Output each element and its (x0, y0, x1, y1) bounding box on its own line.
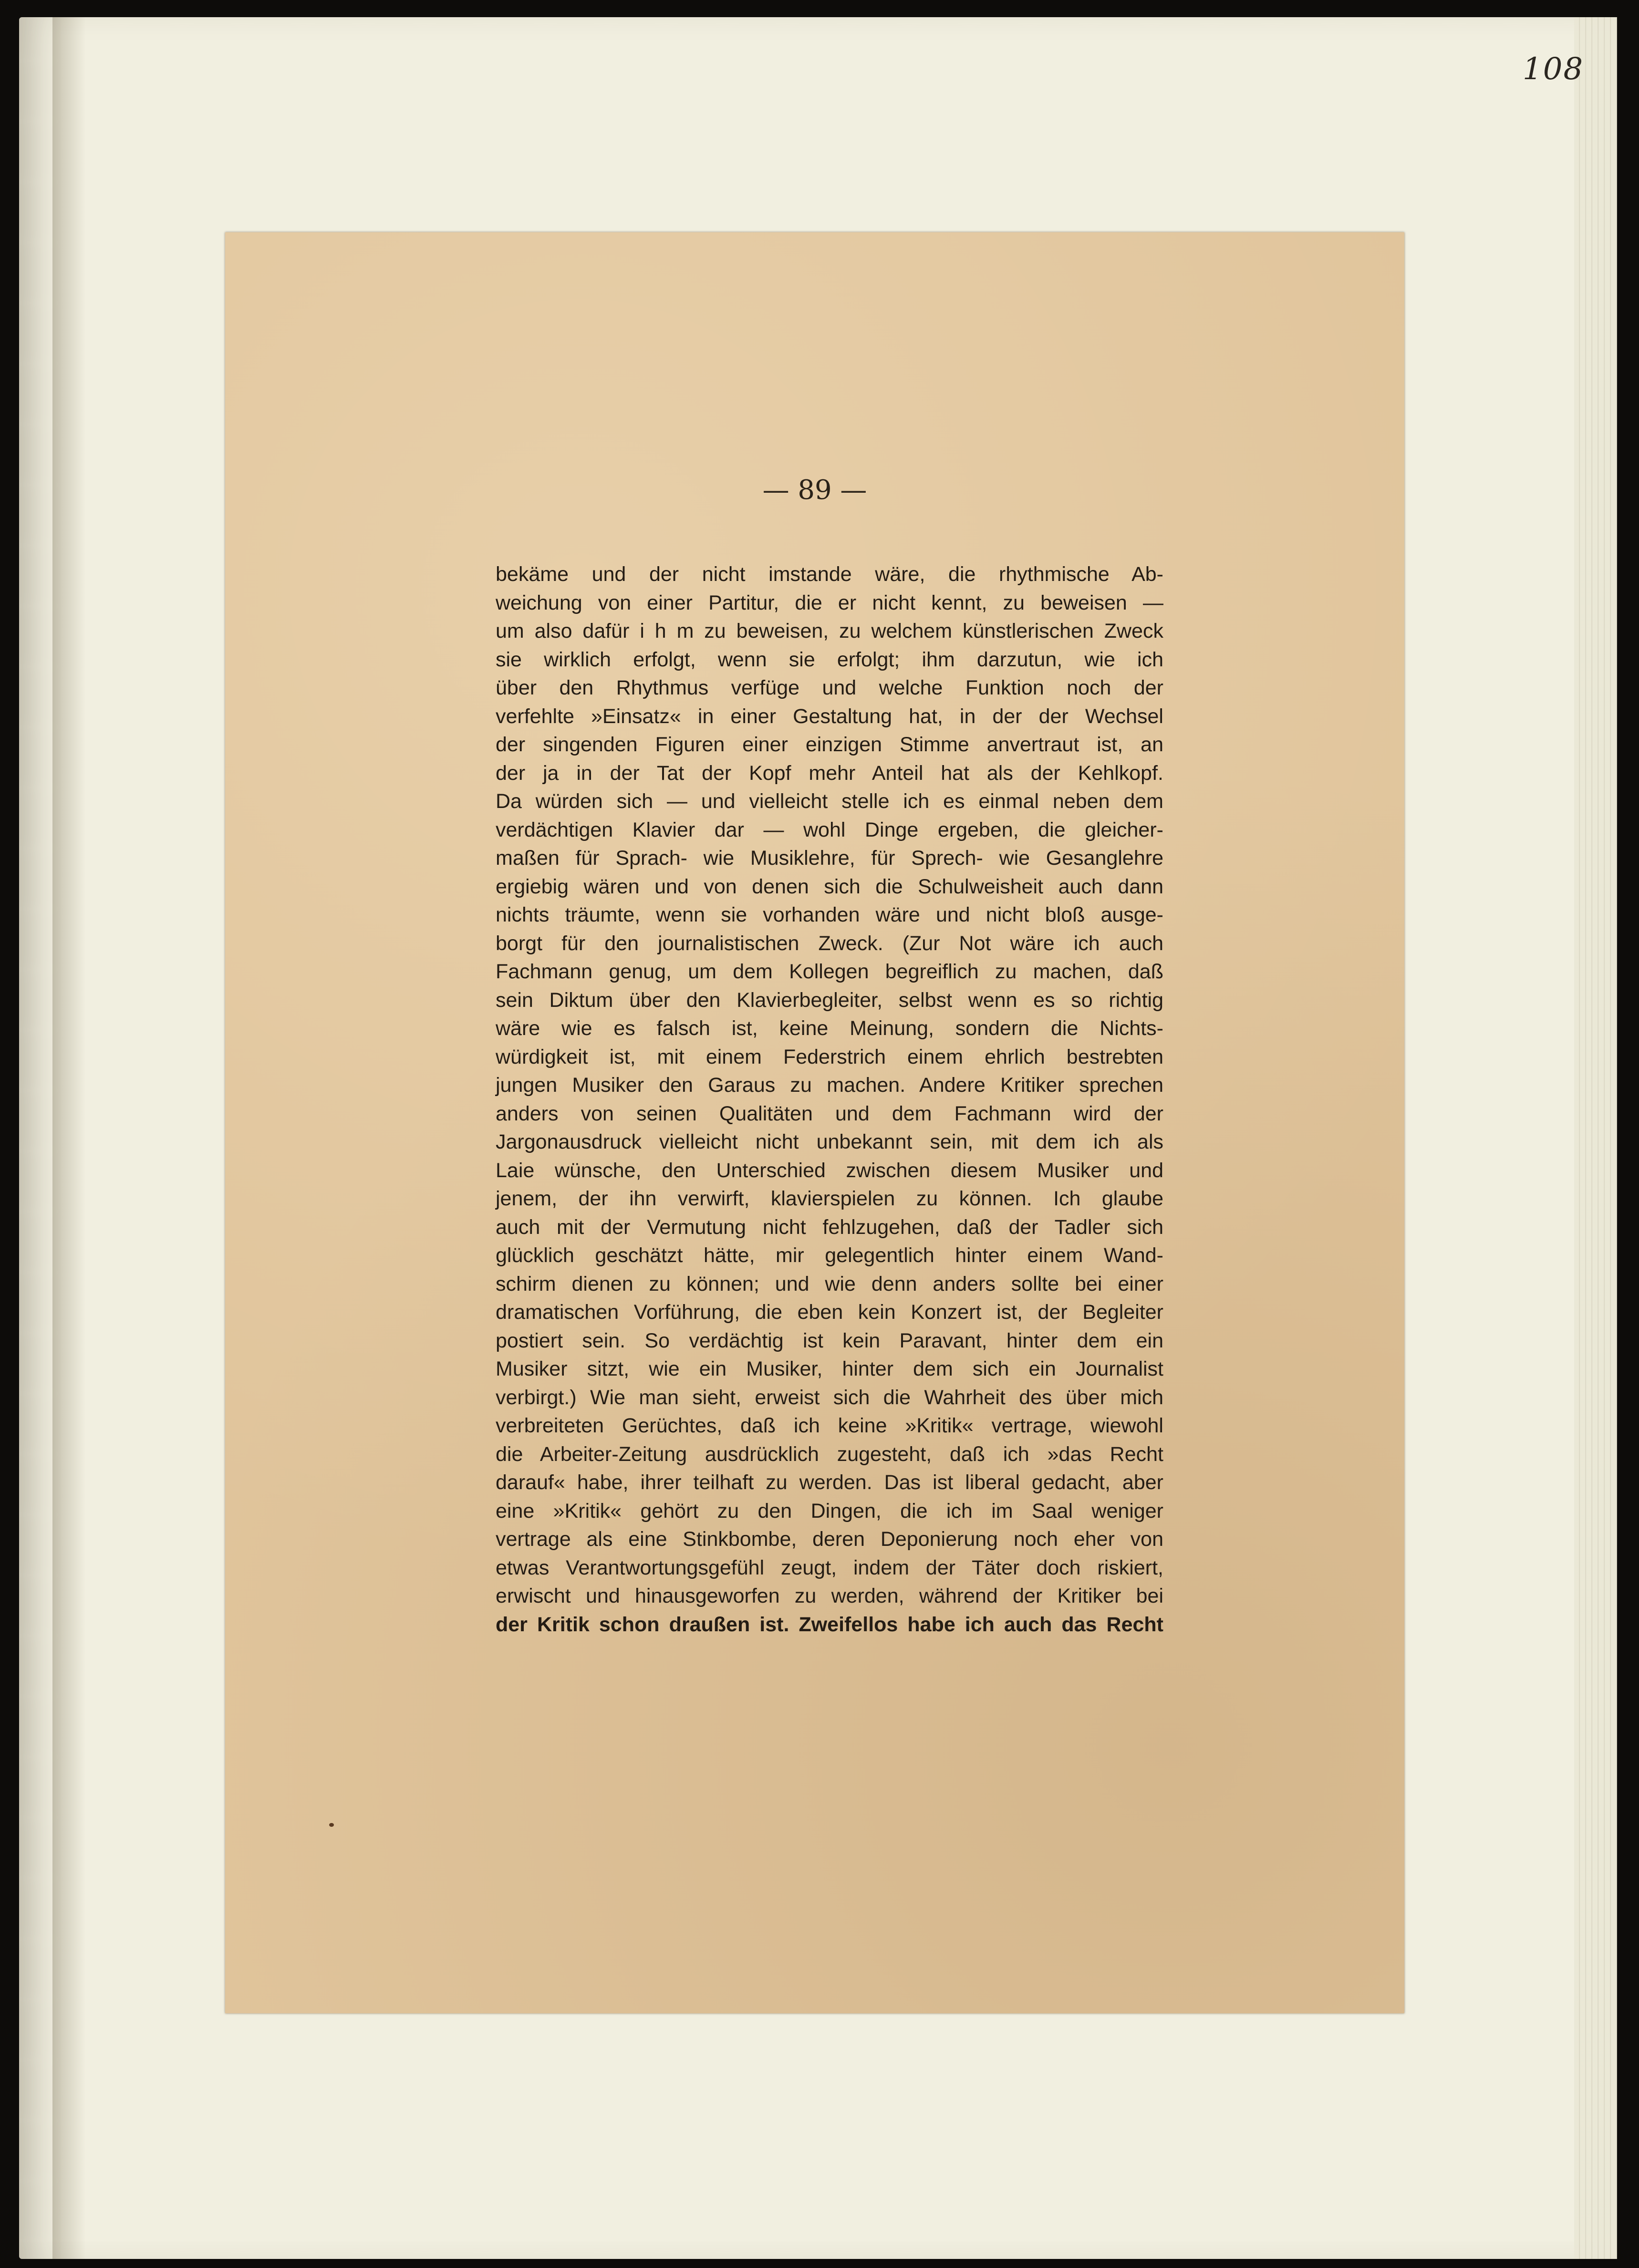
text-line: eine »Kritik« gehört zu den Dingen, die ich im Saal weniger (496, 1499, 1163, 1522)
text-line: ergiebig wären und von denen sich die Schulweisheit auch dann (496, 875, 1163, 898)
text-line: verbirgt.) Wie man sieht, erweist sich die Wahrheit des über mich (496, 1386, 1163, 1409)
text-line: maßen für Sprach- wie Musiklehre, für Sprech- wie Gesanglehre (496, 847, 1163, 870)
text-line: postiert sein. So verdächtig ist kein Paravant, hinter dem ein (496, 1329, 1163, 1352)
text-line: auch mit der Vermutung nicht fehlzugehen, daß der Tadler sich (496, 1215, 1163, 1239)
text-line: jenem, der ihn verwirft, klavierspielen zu können. Ich glaube (496, 1187, 1163, 1210)
text-line: dramatischen Vorführung, die eben kein Konzert ist, der Begleiter (496, 1301, 1163, 1324)
mounted-page (225, 232, 1404, 2013)
text-line: Da würden sich — und vielleicht stelle ich es einmal neben dem (496, 790, 1163, 813)
text-line: verdächtigen Klavier dar — wohl Dinge ergeben, die gleicher- (496, 818, 1163, 841)
text-line: die Arbeiter-Zeitung ausdrücklich zugesteht, daß ich »das Recht (496, 1442, 1163, 1466)
text-line: über den Rhythmus verfüge und welche Funktion noch der (496, 676, 1163, 699)
paper-speck (329, 1823, 334, 1827)
text-line: borgt für den journalistischen Zweck. (Zur Not wäre ich auch (496, 932, 1163, 955)
leaf-edges (1574, 17, 1617, 2259)
text-line: darauf« habe, ihrer teilhaft zu werden. Das ist liberal gedacht, aber (496, 1471, 1163, 1494)
text-line: um also dafür i h m zu beweisen, zu welchem künstlerischen Zweck (496, 620, 1163, 642)
text-line: glücklich geschätzt hätte, mir gelegentlich hinter einem Wand- (496, 1244, 1163, 1267)
text-line: sein Diktum über den Klavierbegleiter, selbst wenn es so richtig (496, 988, 1163, 1012)
text-line: weichung von einer Partitur, die er nicht kennt, zu beweisen — (496, 591, 1163, 614)
text-line: Fachmann genug, um dem Kollegen begreiflich zu machen, daß (496, 960, 1163, 983)
text-line: würdigkeit ist, mit einem Federstrich einem ehrlich bestrebten (496, 1045, 1163, 1068)
text-line: der ja in der Tat der Kopf mehr Anteil hat als der Kehlkopf. (496, 761, 1163, 785)
body-text (496, 560, 1163, 1639)
spine-shadow (52, 17, 86, 2259)
text-line: etwas Verantwortungsgefühl zeugt, indem der Täter doch riskiert, (496, 1556, 1163, 1579)
folio-number: 108 (1523, 52, 1584, 87)
text-line: bekäme und der nicht imstande wäre, die rhythmische Ab- (496, 563, 1163, 586)
text-line: schirm dienen zu können; und wie denn anders sollte bei einer (496, 1272, 1163, 1295)
text-line: verbreiteten Gerüchtes, daß ich keine »Kritik« vertrage, wiewohl (496, 1414, 1163, 1437)
text-line: Laie wünsche, den Unterschied zwischen diesem Musiker und (496, 1159, 1163, 1182)
text-line: vertrage als eine Stinkbombe, deren Deponierung noch eher von (496, 1528, 1163, 1551)
text-line: der Kritik schon draußen ist. Zweifellos habe ich auch das Recht (496, 1613, 1163, 1636)
text-line: verfehlte »Einsatz« in einer Gestaltung hat, in der der Wechsel (496, 704, 1163, 728)
text-line: erwischt und hinausgeworfen zu werden, während der Kritiker bei (496, 1584, 1163, 1607)
text-line: jungen Musiker den Garaus zu machen. Andere Kritiker sprechen (496, 1074, 1163, 1097)
text-line: der singenden Figuren einer einzigen Stimme anvertraut ist, an (496, 733, 1163, 756)
text-line: Jargonausdruck vielleicht nicht unbekannt sein, mit dem ich als (496, 1130, 1163, 1153)
page-number: — 89 — (762, 475, 867, 506)
text-line: nichts träumte, wenn sie vorhanden wäre und nicht bloß ausge- (496, 903, 1163, 926)
text-line: anders von seinen Qualitäten und dem Fachmann wird der (496, 1102, 1163, 1125)
text-line: sie wirklich erfolgt, wenn sie erfolgt; ihm darzutun, wie ich (496, 648, 1163, 671)
text-line: Musiker sitzt, wie ein Musiker, hinter dem sich ein Journalist (496, 1357, 1163, 1380)
text-line: wäre wie es falsch ist, keine Meinung, sondern die Nichts- (496, 1017, 1163, 1040)
